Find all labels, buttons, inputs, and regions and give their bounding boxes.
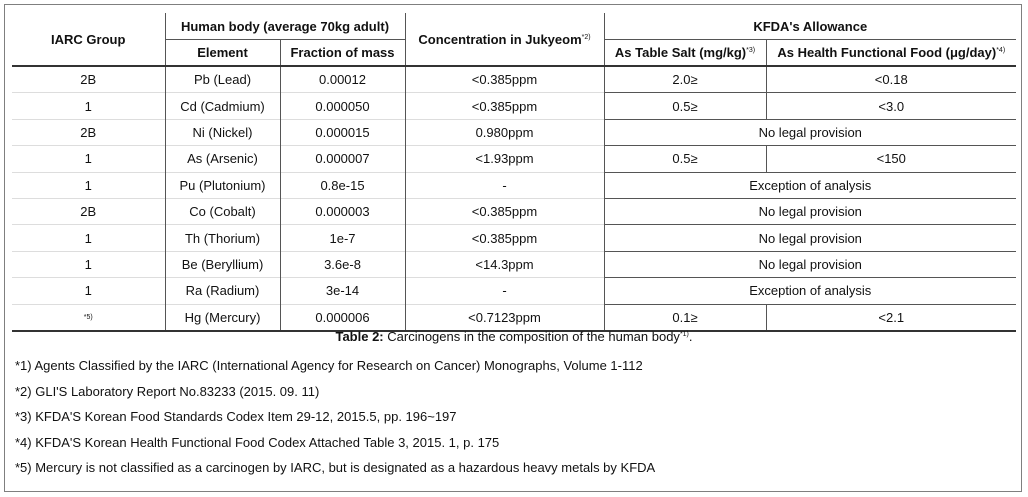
- cell-health-food: <150: [766, 146, 1016, 172]
- table-row: [12, 66, 1016, 93]
- cell-concentration: <0.385ppm: [405, 198, 604, 224]
- cell-group: 1: [12, 93, 165, 119]
- cell-group: 1: [12, 146, 165, 172]
- cell-group: 1: [12, 251, 165, 277]
- cell-group: 1: [12, 172, 165, 198]
- header-iarc-group: IARC Group: [12, 13, 165, 66]
- table-caption: [12, 328, 1016, 346]
- caption-label: Table 2:: [335, 329, 384, 344]
- header-table-salt-note: *3): [746, 47, 756, 54]
- cell-health-food: <0.18: [766, 66, 1016, 93]
- table-row: [12, 146, 1016, 172]
- table-row: [12, 172, 1016, 198]
- table-row: [12, 225, 1016, 251]
- cell-fraction: 0.000050: [280, 93, 405, 119]
- cell-element: Co (Cobalt): [165, 198, 280, 224]
- cell-allowance: No legal provision: [604, 225, 1016, 251]
- header-health-food-label: As Health Functional Food (μg/day): [777, 45, 997, 60]
- cell-table-salt: 2.0≥: [604, 66, 766, 93]
- cell-allowance: No legal provision: [604, 198, 1016, 224]
- footnote: *3) KFDA'S Korean Food Standards Codex Item 29-12, 2015.5, pp. 196~197: [15, 409, 457, 425]
- cell-element: Th (Thorium): [165, 225, 280, 251]
- cell-fraction: 0.000003: [280, 198, 405, 224]
- header-table-salt: [604, 40, 766, 67]
- cell-concentration: 0.980ppm: [405, 119, 604, 145]
- cell-health-food: <3.0: [766, 93, 1016, 119]
- cell-group: 2B: [12, 119, 165, 145]
- cell-allowance: No legal provision: [604, 119, 1016, 145]
- cell-element: Pb (Lead): [165, 66, 280, 93]
- cell-element: As (Arsenic): [165, 146, 280, 172]
- table-row: [12, 119, 1016, 145]
- header-concentration: [405, 13, 604, 66]
- caption-end: .: [688, 329, 693, 344]
- cell-allowance: Exception of analysis: [604, 278, 1016, 304]
- cell-fraction: 1e-7: [280, 225, 405, 251]
- cell-group: 1: [12, 225, 165, 251]
- cell-concentration: <0.7123ppm: [405, 304, 604, 331]
- cell-fraction: 0.000007: [280, 146, 405, 172]
- carcinogens-table: [12, 13, 1016, 332]
- cell-concentration: <0.385ppm: [405, 225, 604, 251]
- cell-group: *5): [12, 304, 165, 331]
- header-concentration-label: Concentration in Jukyeom: [418, 31, 582, 47]
- table-row: [12, 304, 1016, 331]
- caption-text: Carcinogens in the composition of the human body: [383, 329, 680, 344]
- table-row: [12, 93, 1016, 119]
- cell-table-salt: 0.5≥: [604, 146, 766, 172]
- header-health-food: [766, 40, 1016, 67]
- cell-health-food: <2.1: [766, 304, 1016, 331]
- cell-group: 2B: [12, 66, 165, 93]
- header-kfda-allowance: KFDA's Allowance: [604, 13, 1016, 40]
- cell-element: Cd (Cadmium): [165, 93, 280, 119]
- table-row: [12, 198, 1016, 224]
- footnote: *1) Agents Classified by the IARC (International Agency for Research on Cancer) Monographs, Volume 1-112: [15, 358, 643, 373]
- cell-element: Ra (Radium): [165, 278, 280, 304]
- header-health-food-note: *4): [996, 47, 1006, 54]
- footnote: *2) GLI'S Laboratory Report No.83233 (2015. 09. 11): [15, 383, 320, 399]
- cell-concentration: <0.385ppm: [405, 93, 604, 119]
- header-concentration-note: *2): [581, 33, 591, 41]
- header-human-body: Human body (average 70kg adult): [165, 13, 405, 40]
- header-table-salt-label: As Table Salt (mg/kg): [614, 45, 747, 60]
- footnote: *5) Mercury is not classified as a carcinogen by IARC, but is designated as a hazardous heavy metals by KFDA: [15, 460, 656, 476]
- cell-fraction: 0.00012: [280, 66, 405, 93]
- caption-note: *1): [679, 331, 689, 338]
- cell-allowance: Exception of analysis: [604, 172, 1016, 198]
- cell-concentration: <14.3ppm: [405, 251, 604, 277]
- header-element: Element: [165, 40, 280, 67]
- cell-fraction: 0.8e-15: [280, 172, 405, 198]
- cell-table-salt: 0.5≥: [604, 93, 766, 119]
- cell-fraction: 0.000006: [280, 304, 405, 331]
- cell-concentration: <0.385ppm: [405, 66, 604, 93]
- footnotes: [15, 357, 1005, 485]
- cell-element: Pu (Plutonium): [165, 172, 280, 198]
- cell-fraction: 0.000015: [280, 119, 405, 145]
- cell-fraction: 3.6e-8: [280, 251, 405, 277]
- cell-concentration: -: [405, 278, 604, 304]
- table-row: [12, 251, 1016, 277]
- cell-fraction: 3e-14: [280, 278, 405, 304]
- cell-element: Ni (Nickel): [165, 119, 280, 145]
- cell-element: Be (Beryllium): [165, 251, 280, 277]
- cell-concentration: -: [405, 172, 604, 198]
- cell-table-salt: 0.1≥: [604, 304, 766, 331]
- cell-group: 2B: [12, 198, 165, 224]
- cell-concentration: <1.93ppm: [405, 146, 604, 172]
- table-row: [12, 278, 1016, 304]
- header-fraction: Fraction of mass: [280, 40, 405, 67]
- cell-group: 1: [12, 278, 165, 304]
- footnote: *4) KFDA'S Korean Health Functional Food Codex Attached Table 3, 2015. 1, p. 175: [15, 434, 500, 450]
- cell-allowance: No legal provision: [604, 251, 1016, 277]
- cell-element: Hg (Mercury): [165, 304, 280, 331]
